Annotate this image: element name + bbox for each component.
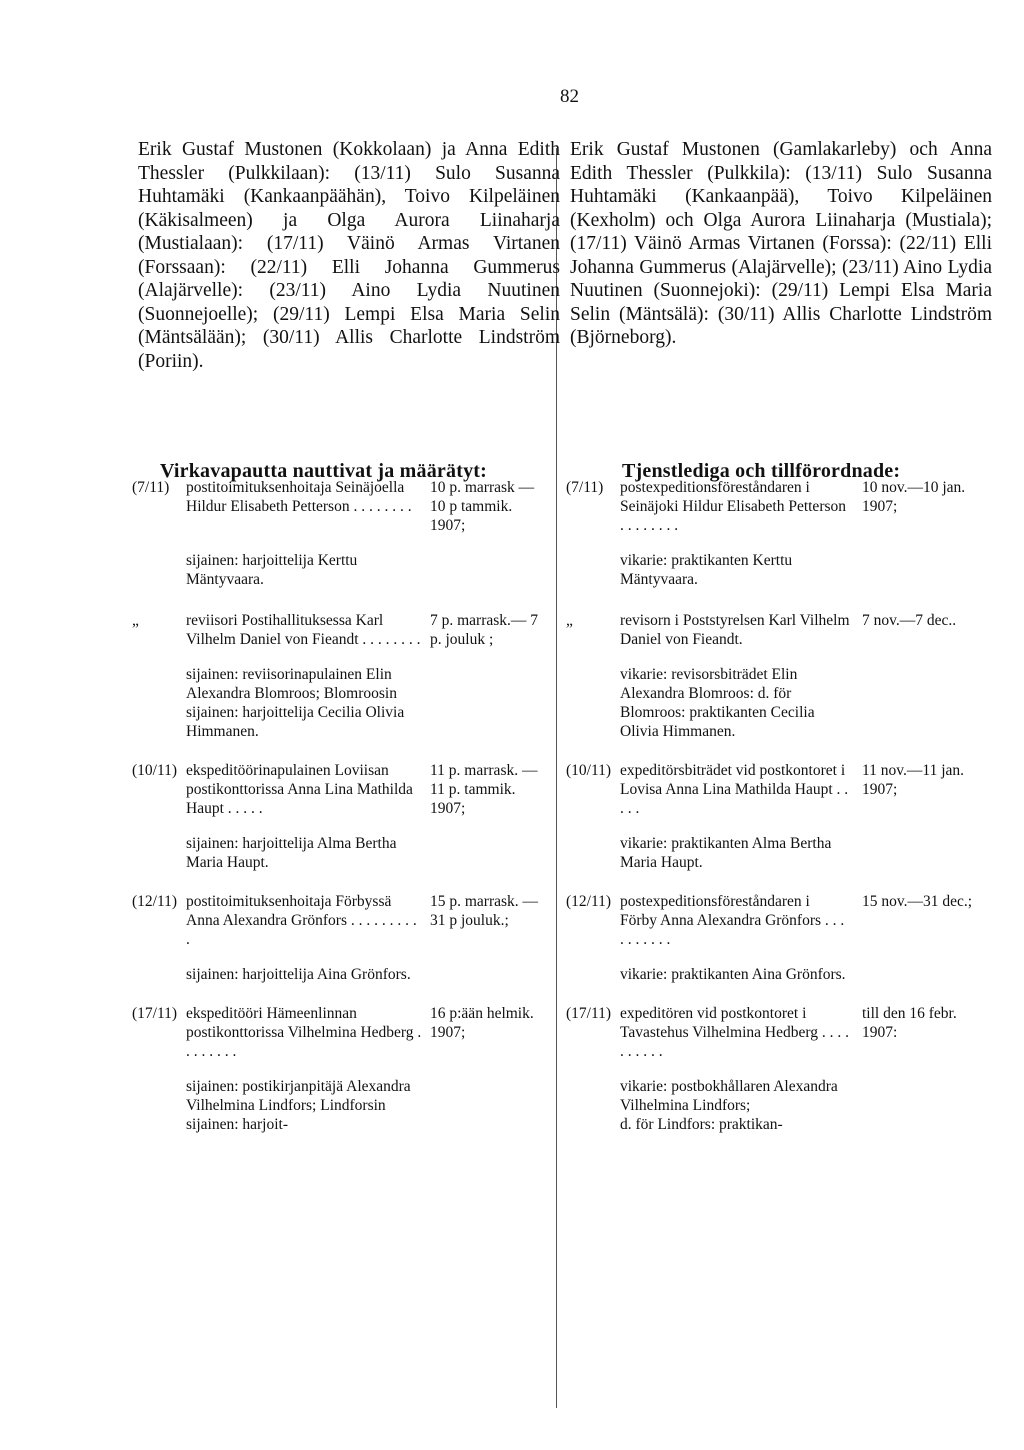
- entry-item: [566, 1004, 986, 1134]
- finnish-entries: [132, 478, 552, 1134]
- entry-substitute: vikarie: praktikanten Alma Bertha Maria Haupt.: [620, 835, 832, 871]
- entry-substitute: sijainen: harjoittelija Kerttu Mäntyvaara.: [186, 552, 358, 588]
- entry-indent: [566, 665, 620, 741]
- entry-indent: [566, 1077, 620, 1115]
- entry-item: [566, 892, 986, 984]
- entry-substitute-row: [566, 551, 986, 589]
- entry-item: [132, 611, 552, 741]
- entry-indent: [566, 834, 620, 872]
- entry-substitute: sijainen: postikirjanpitäjä Alexandra Vilhelmina Lindfors; Lindforsin sijainen: harjoit-: [186, 1078, 411, 1133]
- entry-row: [566, 892, 986, 949]
- entry-substitute-row: [566, 834, 986, 872]
- entry-text: revisorn i Poststyrelsen Karl Vilhelm Daniel von Fieandt.: [620, 612, 850, 648]
- entry-date: „: [566, 612, 573, 629]
- entry-substitute: sijainen: harjoittelija Alma Bertha Maria Haupt.: [186, 835, 397, 871]
- entry-period: till den 16 febr. 1907:: [862, 1005, 957, 1041]
- entry-date: (10/11): [566, 762, 612, 779]
- entry-text: reviisori Postihallituksessa Karl Vilhelm Daniel von Fieandt . . . . . . . .: [186, 612, 421, 648]
- entry-substitute: sijainen: reviisorinapulainen Elin Alexandra Blomroos; Blomroosin sijainen: harjoittelija Cecilia Olivia Himmanen.: [186, 666, 405, 740]
- entry-date: (7/11): [566, 479, 604, 496]
- entry-substitute: d. för Lindfors: praktikan-: [620, 1116, 783, 1133]
- entry-row: [132, 611, 552, 649]
- entry-text: expeditören vid postkontoret i Tavastehus Vilhelmina Hedberg . . . . . . . . . .: [620, 1005, 850, 1060]
- entry-row: [132, 1004, 552, 1061]
- entry-substitute-row: [566, 965, 986, 984]
- entry-text: expeditörsbiträdet vid postkontoret i Lovisa Anna Lina Mathilda Haupt . . . . .: [620, 762, 849, 817]
- entry-indent: [132, 965, 186, 984]
- entry-indent: [132, 551, 186, 589]
- entry-substitute: vikarie: postbokhållaren Alexandra Vilhelmina Lindfors;: [620, 1078, 838, 1114]
- entry-indent: [132, 665, 186, 741]
- finnish-intro: Erik Gustaf Mustonen (Kokkolaan) ja Anna Edith Thessler (Pulkkilaan): (13/11) Sulo Susanna Huhtamäki (Kankaanpäähän), Toivo Kilpeläinen (Käkisalmeen) ja Olga Aurora Liinaharja (Mustialaan): (17/11) Väinö Armas Virtanen (Forssaan): (22/11) Elli Johanna Gummerus (Alajärvelle): (23/11) Aino Lydia Nuutinen (Suonnejoelle); (29/11) Lempi Elsa Maria Selin (Mäntsälään); (30/11) Allis Charlotte Lindström (Poriin).: [138, 139, 560, 372]
- entry-period: 15 nov.—31 dec.;: [862, 893, 973, 910]
- entry-substitute-row: [132, 1077, 552, 1134]
- entry-substitute-row: [132, 834, 552, 872]
- entry-row: [132, 478, 552, 535]
- entry-substitute: sijainen: harjoittelija Aina Grönfors.: [186, 966, 411, 983]
- entry-date: (17/11): [132, 1005, 178, 1022]
- entry-row: [566, 761, 986, 818]
- entry-substitute: vikarie: praktikanten Kerttu Mäntyvaara.: [620, 552, 793, 588]
- entry-text: ekspeditöörinapulainen Loviisan postikonttorissa Anna Lina Mathilda Haupt . . . . .: [186, 762, 413, 817]
- entry-row: [566, 611, 986, 649]
- entry-period: 11 p. marrask. —11 p. tammik. 1907;: [430, 762, 538, 817]
- swedish-intro: Erik Gustaf Mustonen (Gamlakarleby) och Anna Edith Thessler (Pulkkila): (13/11) Sulo Susanna Huhtamäki (Kankaanpää), Toivo Kilpeläinen (Kexholm) och Olga Aurora Liinaharja (Mustiala); (17/11) Väinö Armas Virtanen (Forssa): (22/11) Elli Johanna Gummerus (Alajärvelle); (23/11) Aino Lydia Nuutinen (Suonnejoki): (29/11) Lempi Elsa Maria Selin (Mäntsälä): (30/11) Allis Charlotte Lindström (Björneborg).: [570, 139, 992, 348]
- entry-item: [132, 1004, 552, 1134]
- entry-date: (17/11): [566, 1005, 612, 1022]
- entry-row: [132, 892, 552, 949]
- entry-text: postitoimituksenhoitaja Seinäjoella Hildur Elisabeth Petterson . . . . . . . .: [186, 479, 412, 515]
- entry-period: 10 p. marrask —10 p tammik. 1907;: [430, 479, 535, 534]
- entry-substitute-row: [566, 1077, 986, 1115]
- entry-text: postexpeditionsföreståndaren i Seinäjoki Hildur Elisabeth Petterson . . . . . . . .: [620, 479, 847, 534]
- entry-item: [132, 761, 552, 872]
- entry-indent: [132, 834, 186, 872]
- entry-indent: [566, 1115, 620, 1134]
- entry-substitute-row: [566, 665, 986, 741]
- entry-substitute: vikarie: praktikanten Aina Grönfors.: [620, 966, 846, 983]
- entry-indent: [566, 965, 620, 984]
- entry-date: (7/11): [132, 479, 170, 496]
- entry-period: 16 p:ään helmik. 1907;: [430, 1005, 534, 1041]
- entry-indent: [566, 551, 620, 589]
- entry-text: postexpeditionsföreståndaren i Förby Anna Alexandra Grönfors . . . . . . . . . .: [620, 893, 845, 948]
- entry-substitute-row: [132, 551, 552, 589]
- entry-item: [132, 892, 552, 984]
- entry-date: (12/11): [132, 893, 178, 910]
- page-number: 82: [560, 86, 579, 107]
- entry-period: 7 p. marrask.— 7 p. jouluk ;: [430, 612, 539, 648]
- entry-item: [566, 761, 986, 872]
- entry-text: postitoimituksenhoitaja Förbyssä Anna Alexandra Grönfors . . . . . . . . . .: [186, 893, 417, 948]
- entry-date: (10/11): [132, 762, 178, 779]
- entry-row: [566, 478, 986, 535]
- entry-item: [566, 478, 986, 589]
- entry-substitute: vikarie: revisorsbiträdet Elin Alexandra Blomroos: d. för Blomroos: praktikanten Cecilia Olivia Himmanen.: [620, 666, 815, 740]
- entry-item: [132, 478, 552, 589]
- entry-substitute-row: [132, 965, 552, 984]
- entry-substitute-row: [566, 1115, 986, 1134]
- swedish-section-heading: Tjenstlediga och tillförordnade:: [622, 460, 901, 482]
- entry-period: 10 nov.—10 jan. 1907;: [862, 479, 966, 515]
- entry-indent: [132, 1077, 186, 1134]
- entry-text: ekspeditööri Hämeenlinnan postikonttorissa Vilhelmina Hedberg . . . . . . . .: [186, 1005, 422, 1060]
- swedish-entries: [566, 478, 986, 1134]
- entry-date: (12/11): [566, 893, 612, 910]
- entry-period: 15 p. marrask. —31 p jouluk.;: [430, 893, 539, 929]
- entry-period: 11 nov.—11 jan. 1907;: [862, 762, 965, 798]
- entry-row: [566, 1004, 986, 1061]
- entry-row: [132, 761, 552, 818]
- entry-substitute-row: [132, 665, 552, 741]
- entry-date: „: [132, 612, 139, 629]
- finnish-section-heading: Virkavapautta nauttivat ja määrätyt:: [160, 460, 487, 482]
- entry-item: [566, 611, 986, 741]
- entry-period: 7 nov.—7 dec..: [862, 612, 957, 629]
